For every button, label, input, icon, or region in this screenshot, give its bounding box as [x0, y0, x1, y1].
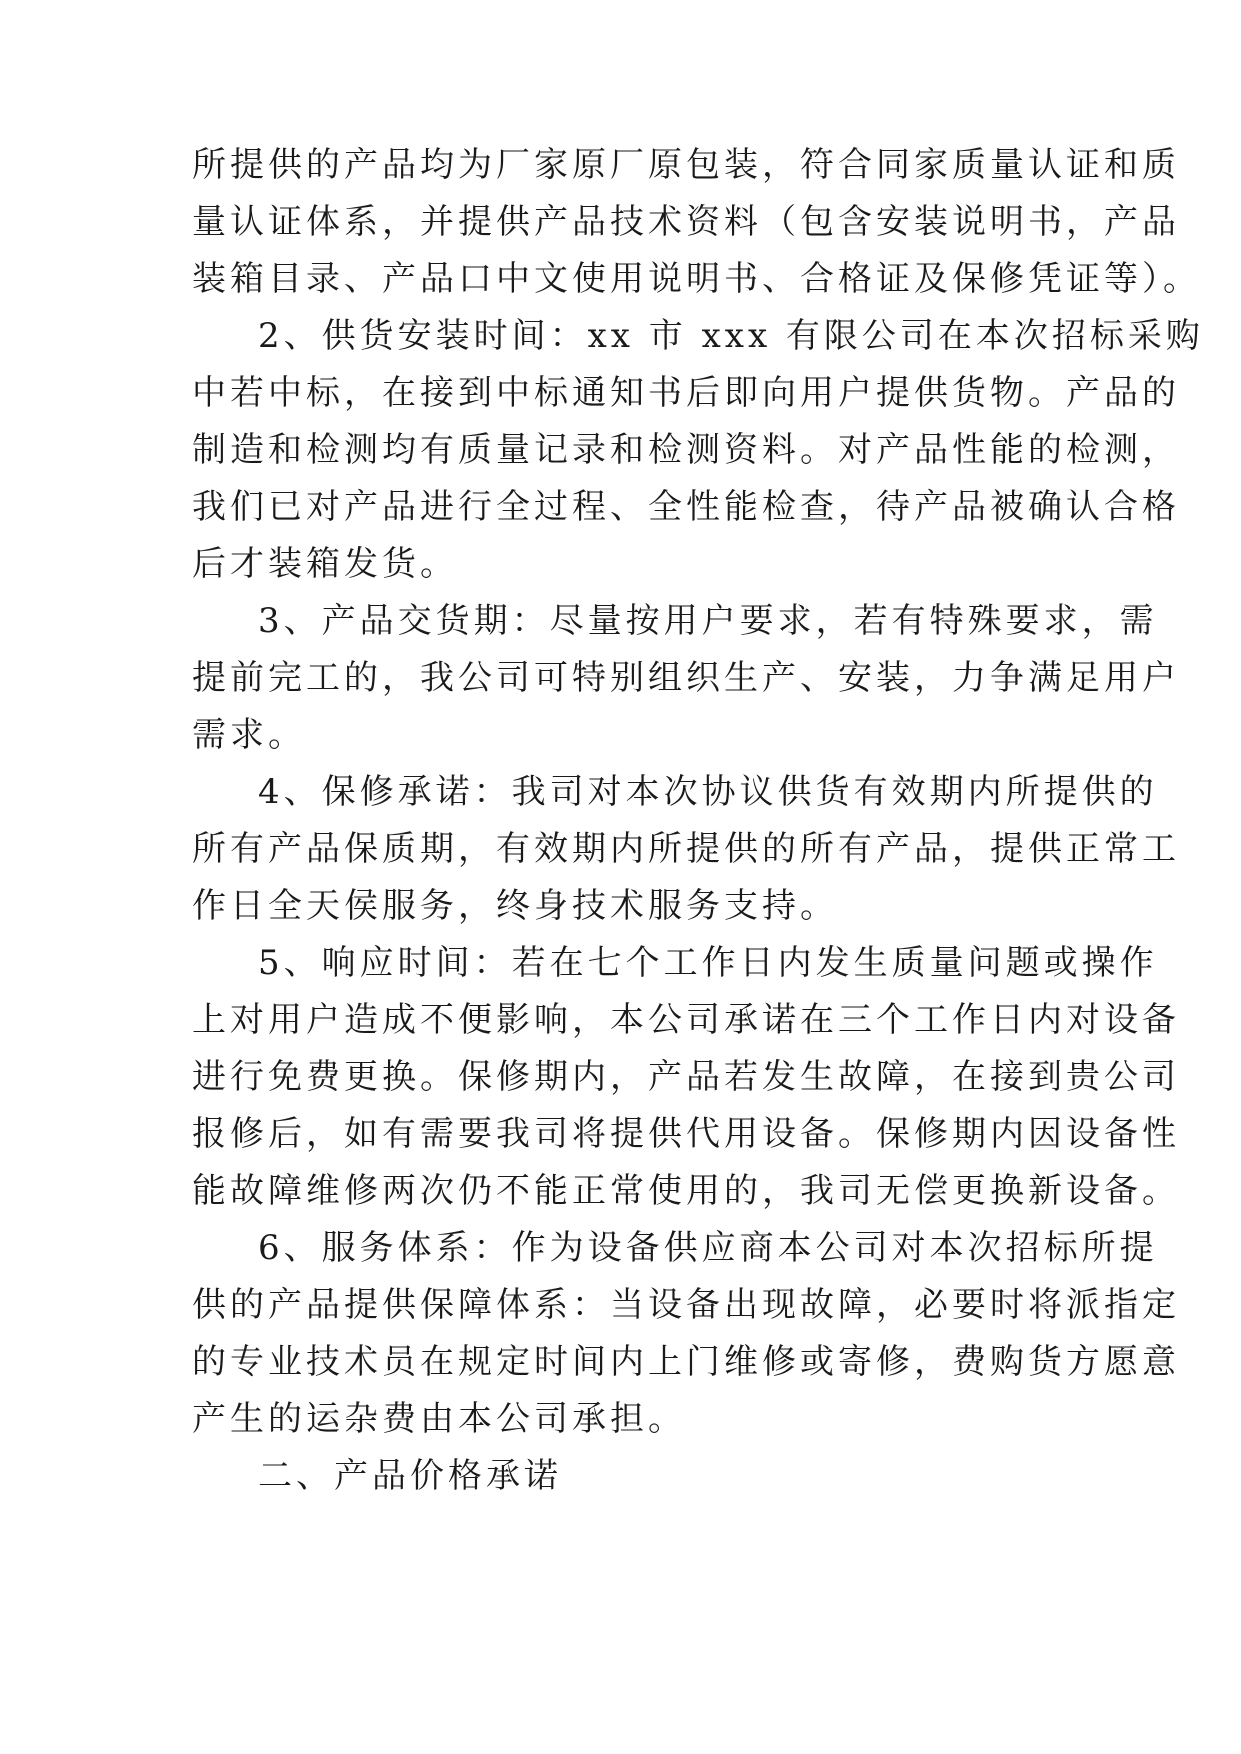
text-line: 供的产品提供保障体系：当设备出现故障，必要时将派指定 — [192, 1285, 1180, 1325]
text-line: 所提供的产品均为厂家原厂原包装，符合同家质量认证和质 — [192, 145, 1180, 185]
text-line: 后才装箱发货。 — [192, 544, 458, 584]
paragraph-3-start: 3、产品交货期：尽量按用户要求，若有特殊要求，需 — [258, 601, 1158, 641]
text-line: 进行免费更换。保修期内，产品若发生故障，在接到贵公司 — [192, 1057, 1180, 1097]
paragraph-6-start: 6、服务体系：作为设备供应商本公司对本次招标所提 — [258, 1228, 1158, 1268]
text-line: 作日全天侯服务，终身技术服务支持。 — [192, 886, 838, 926]
text-line: 上对用户造成不便影响，本公司承诺在三个工作日内对设备 — [192, 1000, 1180, 1040]
paragraph-2-start: 2、供货安装时间：xx 市 xxx 有限公司在本次招标采购 — [258, 316, 1204, 356]
paragraph-4-start: 4、保修承诺：我司对本次协议供货有效期内所提供的 — [258, 772, 1158, 812]
text-line: 装箱目录、产品口中文使用说明书、合格证及保修凭证等）。 — [192, 259, 1201, 299]
text-line: 产生的运杂费由本公司承担。 — [192, 1399, 686, 1439]
text-line: 能故障维修两次仍不能正常使用的，我司无偿更换新设备。 — [192, 1171, 1180, 1211]
section-heading: 二、产品价格承诺 — [258, 1456, 562, 1496]
text-line: 的专业技术员在规定时间内上门维修或寄修，费购货方愿意 — [192, 1342, 1180, 1382]
text-line: 所有产品保质期，有效期内所提供的所有产品，提供正常工 — [192, 829, 1180, 869]
text-line: 我们已对产品进行全过程、全性能检查，待产品被确认合格 — [192, 487, 1180, 527]
text-line: 需求。 — [192, 715, 306, 755]
text-line: 量认证体系，并提供产品技术资料（包含安装说明书，产品 — [192, 202, 1180, 242]
text-line: 提前完工的，我公司可特别组织生产、安装，力争满足用户 — [192, 658, 1180, 698]
text-line: 中若中标，在接到中标通知书后即向用户提供货物。产品的 — [192, 373, 1180, 413]
text-line: 制造和检测均有质量记录和检测资料。对产品性能的检测， — [192, 430, 1180, 470]
paragraph-5-start: 5、响应时间：若在七个工作日内发生质量问题或操作 — [258, 943, 1158, 983]
text-line: 报修后，如有需要我司将提供代用设备。保修期内因设备性 — [192, 1114, 1180, 1154]
